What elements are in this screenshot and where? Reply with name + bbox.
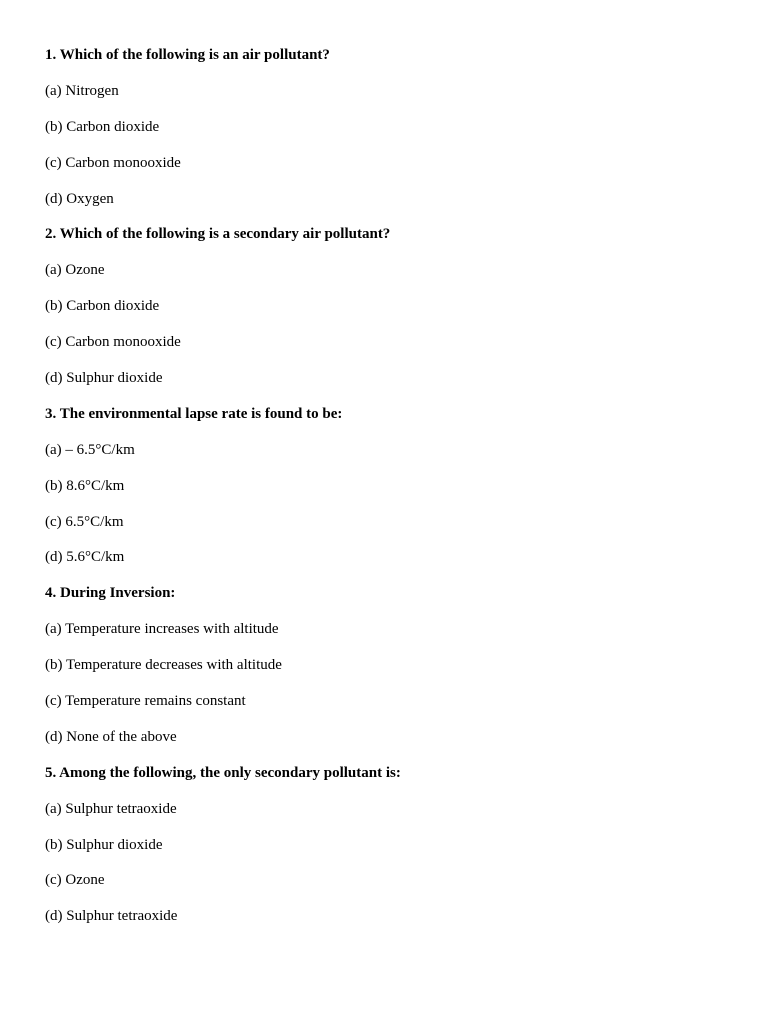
- question-1-option-b: (b) Carbon dioxide: [45, 118, 160, 135]
- question-1-option-d: (d) Oxygen: [45, 190, 114, 207]
- question-4-option-b: (b) Temperature decreases with altitude: [45, 657, 282, 674]
- question-5-option-a: (a) Sulphur tetraoxide: [45, 800, 177, 817]
- question-2-option-a: (a) Ozone: [45, 262, 105, 279]
- question-3-option-b: (b) 8.6°C/km: [45, 477, 125, 494]
- question-4-option-c: (c) Temperature remains constant: [45, 693, 246, 710]
- question-2-option-d: (d) Sulphur dioxide: [45, 370, 163, 387]
- question-4-option-a: (a) Temperature increases with altitude: [45, 621, 279, 638]
- question-2: 2. Which of the following is a secondary air pollutant?: [45, 226, 391, 243]
- question-1-option-a: (a) Nitrogen: [45, 82, 119, 99]
- question-2-option-c: (c) Carbon monooxide: [45, 334, 181, 351]
- question-4: 4. During Inversion:: [45, 585, 176, 602]
- quiz-document: [45, 45, 735, 942]
- question-2-option-b: (b) Carbon dioxide: [45, 298, 160, 315]
- question-5-option-b: (b) Sulphur dioxide: [45, 836, 163, 853]
- question-1: 1. Which of the following is an air pollutant?: [45, 47, 330, 63]
- question-1-option-c: (c) Carbon monooxide: [45, 154, 181, 171]
- question-5: 5. Among the following, the only secondary pollutant is:: [45, 764, 401, 781]
- question-3-option-a: (a) – 6.5°C/km: [45, 441, 135, 458]
- question-4-option-d: (d) None of the above: [45, 728, 177, 745]
- question-5-option-c: (c) Ozone: [45, 872, 105, 889]
- question-3: 3. The environmental lapse rate is found to be:: [45, 405, 343, 422]
- question-5-option-d: (d) Sulphur tetraoxide: [45, 908, 178, 925]
- question-3-option-d: (d) 5.6°C/km: [45, 549, 125, 566]
- question-3-option-c: (c) 6.5°C/km: [45, 513, 124, 530]
